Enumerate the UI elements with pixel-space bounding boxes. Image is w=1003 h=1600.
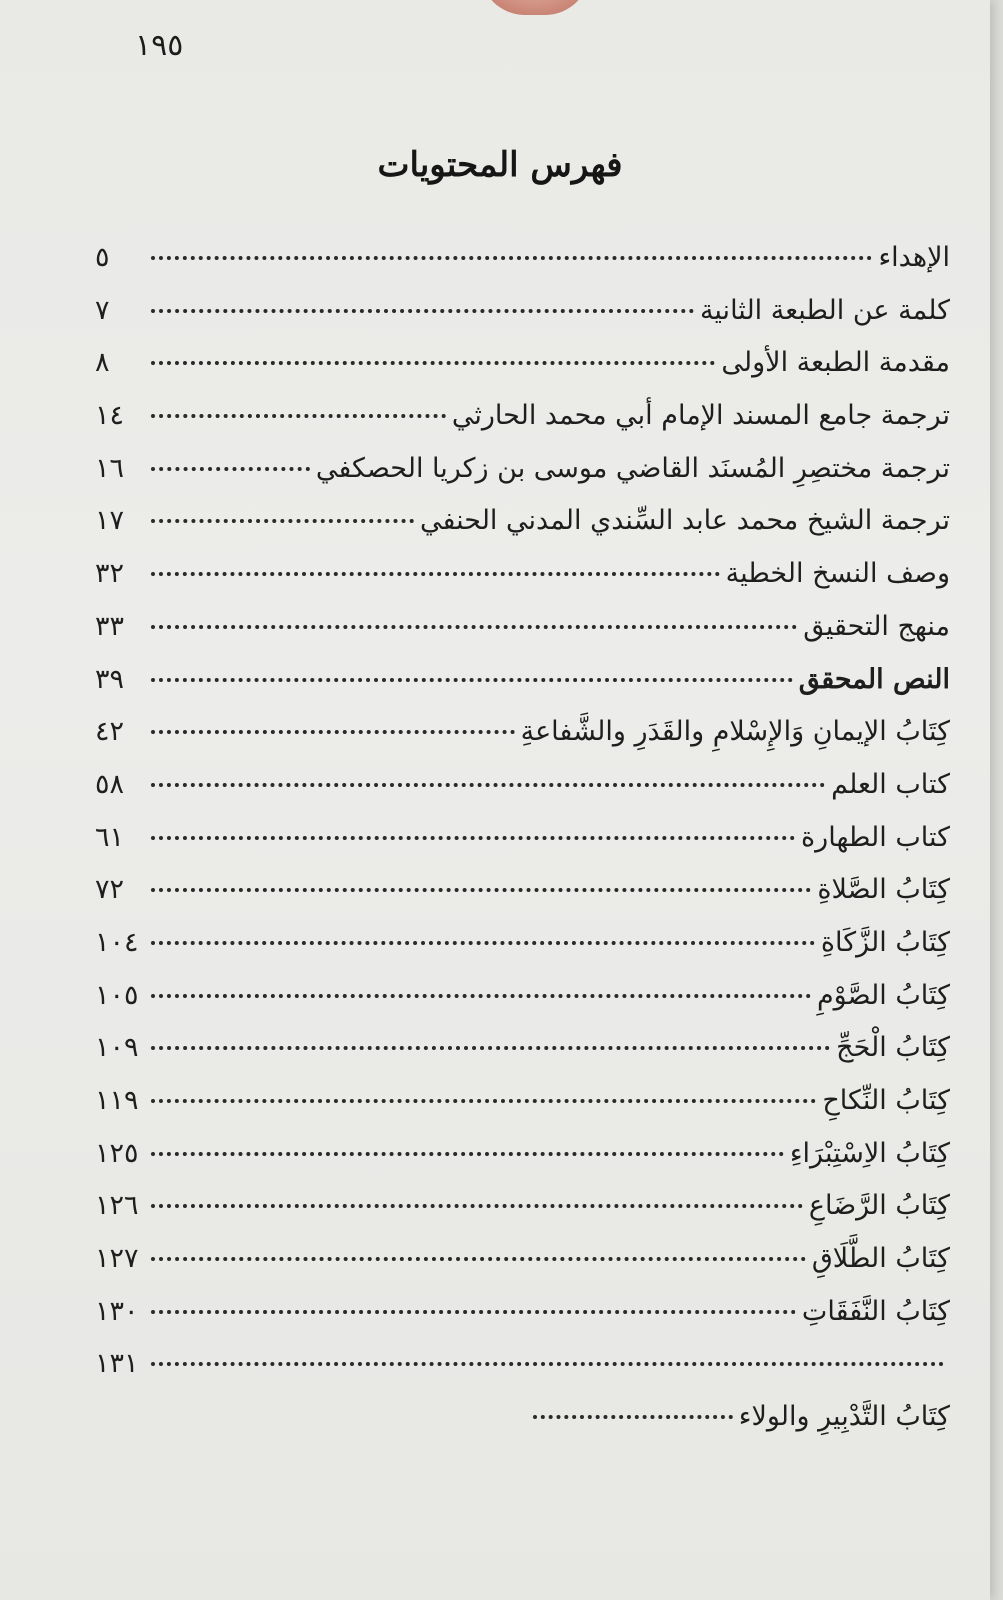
toc-entry — [95, 232, 950, 285]
dot-leader — [151, 625, 797, 629]
toc-entry-page: ٣٢ — [95, 558, 125, 590]
dot-leader — [533, 1415, 733, 1419]
dot-leader — [151, 309, 694, 313]
page-title: فهرس المحتويات — [377, 145, 623, 185]
toc-entry-title: كِتَابُ التَّدْبِيرِ والولاء — [738, 1401, 950, 1433]
toc-entry-title: كِتَابُ الزَّكَاةِ — [820, 926, 950, 958]
toc-entry-title: كتاب العلم — [831, 768, 950, 800]
dot-leader — [151, 836, 795, 840]
toc-entry — [95, 1391, 950, 1444]
dot-leader — [151, 888, 811, 892]
toc-entry-title: وصف النسخ الخطية — [725, 558, 950, 590]
toc-entry-page: ١٠٩ — [95, 1032, 139, 1064]
toc-entry-title: كِتَابُ الطَّلَاقِ — [811, 1243, 950, 1275]
toc-entry-title: النص المحقق — [798, 663, 950, 695]
toc-entry-title: منهج التحقيق — [803, 610, 950, 642]
toc-entry-title: كِتَابُ الاِسْتِبْرَاءِ — [789, 1137, 950, 1169]
dot-leader — [151, 467, 310, 471]
toc-entry-page: ٦١ — [95, 821, 125, 853]
toc-entry-title: كِتَابُ النِّكاحِ — [822, 1085, 950, 1116]
dot-leader — [151, 730, 515, 734]
toc-entry-page: ١٧ — [95, 505, 125, 537]
toc-entry-page: ٥٨ — [95, 768, 125, 800]
toc-entry-page: ١٣١ — [95, 1348, 139, 1380]
toc-entry-page: ١٠٤ — [95, 926, 139, 958]
toc-entry-title: ترجمة مختصِرِ المُسنَد القاضي موسى بن زكريا الحصكفي — [315, 452, 950, 484]
toc-entry-page: ٣٩ — [95, 663, 125, 695]
toc-entry — [95, 917, 950, 970]
toc-entry-page: ١٢٦ — [95, 1190, 139, 1222]
dot-leader — [151, 1099, 816, 1103]
dot-leader — [151, 361, 715, 365]
toc-entry-title: كِتَابُ النَّفَقَاتِ — [801, 1295, 950, 1327]
toc-entry-page: ٧٢ — [95, 874, 125, 906]
dot-leader — [151, 783, 825, 787]
toc-entry — [95, 759, 950, 812]
toc-entry — [95, 1128, 950, 1181]
toc-entry-title: كتاب الطهارة — [801, 821, 950, 853]
toc-entry-title: كِتَابُ الإيمانِ وَالإِسْلامِ والقَدَرِ والشَّفاعةِ — [520, 716, 950, 748]
toc-entry-title: كلمة عن الطبعة الثانية — [699, 294, 950, 326]
toc-entry-page: ١٢٥ — [95, 1137, 139, 1169]
toc-entry-title: كِتَابُ الصَّوْمِ — [816, 979, 950, 1011]
toc-entry — [95, 1338, 950, 1391]
toc-entry-page: ٣٣ — [95, 610, 125, 642]
toc-entry — [95, 1233, 950, 1286]
toc-entry — [95, 548, 950, 601]
toc-entry-page: ١٤ — [95, 400, 125, 432]
page-number: ١٩٥ — [135, 28, 184, 63]
toc-entry-page: ٨ — [95, 347, 110, 379]
toc-entry — [95, 1022, 950, 1075]
toc-entry-title: كِتَابُ الرَّضَاعِ — [808, 1190, 950, 1222]
toc-entry-page: ٥ — [95, 242, 110, 273]
dot-leader — [151, 1362, 944, 1366]
toc-entry-page: ٧ — [95, 294, 110, 326]
toc-entry — [95, 864, 950, 917]
dot-leader — [151, 1152, 784, 1156]
toc-entry — [95, 337, 950, 390]
toc-entry-title: الإهداء — [878, 242, 950, 273]
toc-entry-title: كِتَابُ الْحَجِّ — [836, 1032, 950, 1064]
toc-entry-page: ١٠٥ — [95, 979, 139, 1011]
toc-entry — [95, 1180, 950, 1233]
toc-entry — [95, 812, 950, 865]
dot-leader — [151, 1257, 806, 1261]
dot-leader — [151, 414, 446, 418]
dot-leader — [151, 1046, 830, 1050]
dot-leader — [151, 519, 414, 523]
toc-entry-page: ١٦ — [95, 452, 125, 484]
dot-leader — [151, 941, 815, 945]
toc-entry-page: ٤٢ — [95, 716, 125, 748]
toc-entry — [95, 390, 950, 443]
toc-entry — [95, 1075, 950, 1128]
toc-entry-page: ١١٩ — [95, 1085, 139, 1116]
dot-leader — [151, 256, 872, 260]
toc-entry-title: ترجمة الشيخ محمد عابد السِّندي المدني الحنفي — [419, 505, 950, 537]
dot-leader — [151, 1310, 796, 1314]
dot-leader — [151, 678, 793, 682]
dot-leader — [151, 572, 720, 576]
toc-entry-page: ١٢٧ — [95, 1243, 139, 1275]
toc-entry-title: ترجمة جامع المسند الإمام أبي محمد الحارثي — [451, 400, 950, 432]
toc-entry-page: ١٣٠ — [95, 1295, 139, 1327]
toc-entry — [95, 443, 950, 496]
toc-entry — [95, 1286, 950, 1339]
thumb — [480, 0, 590, 15]
toc-entry — [95, 285, 950, 338]
dot-leader — [151, 1204, 803, 1208]
table-of-contents — [95, 232, 950, 1444]
toc-entry — [95, 970, 950, 1023]
toc-entry — [95, 706, 950, 759]
toc-entry — [95, 601, 950, 654]
toc-entry-title: مقدمة الطبعة الأولى — [721, 347, 950, 379]
toc-entry — [95, 495, 950, 548]
toc-entry-title: كِتَابُ الصَّلاةِ — [817, 874, 950, 906]
toc-entry-section — [95, 654, 950, 707]
dot-leader — [151, 994, 811, 998]
